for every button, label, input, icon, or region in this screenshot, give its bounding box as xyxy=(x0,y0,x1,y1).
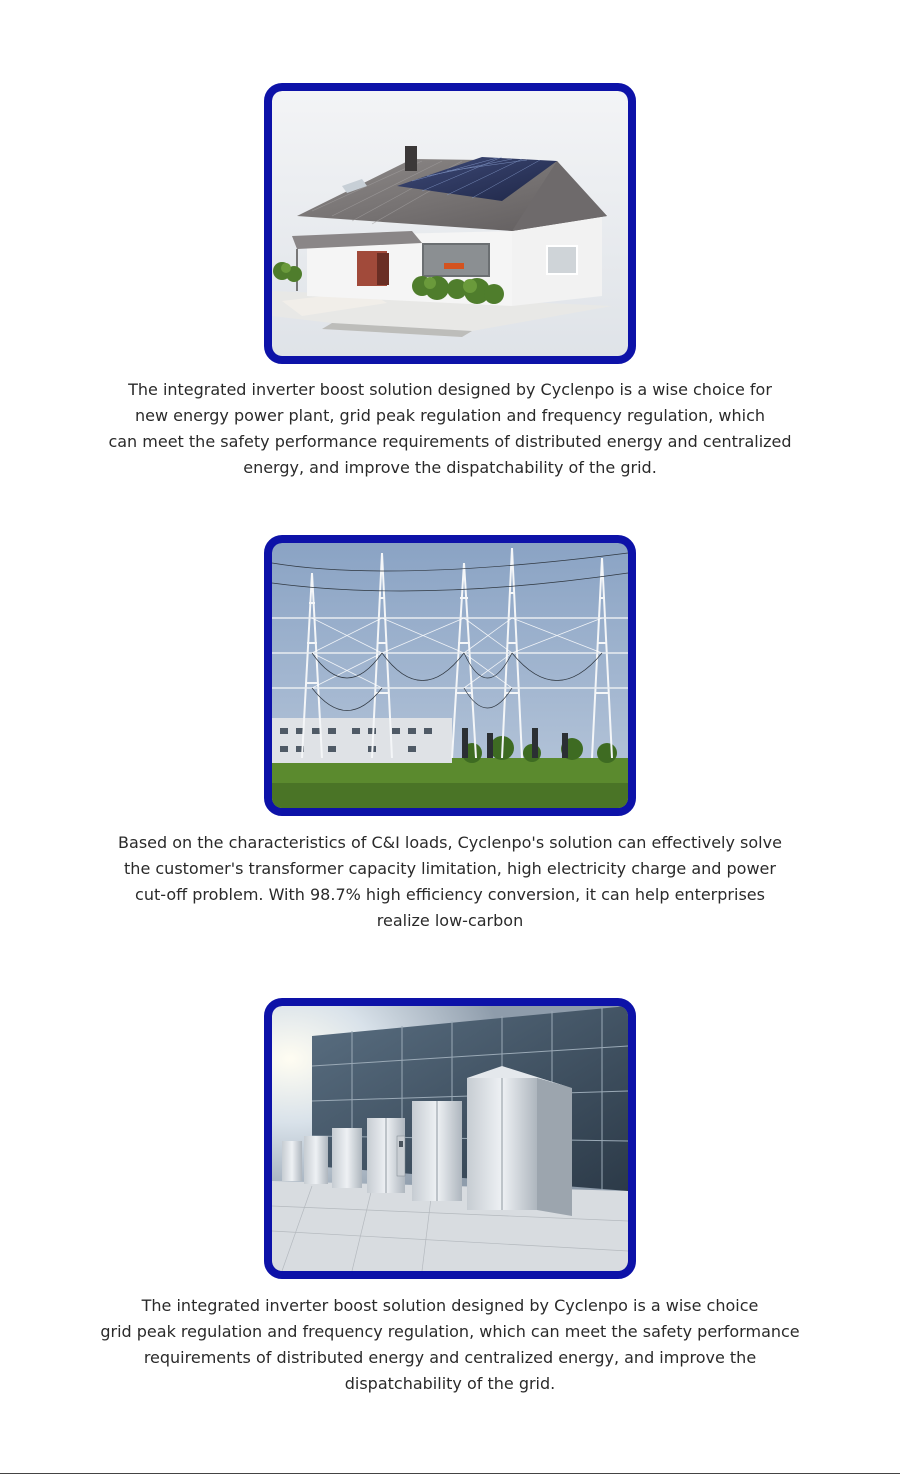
storage-cabinets-image-card xyxy=(264,998,636,1279)
battery-storage-cabinets-photo xyxy=(272,1006,628,1271)
section-3-caption xyxy=(40,1293,860,1397)
section-1-caption xyxy=(40,377,860,481)
caption-line: cut-off problem. With 98.7% high efficiency conversion, it can help enterprises xyxy=(135,885,765,904)
bottom-divider xyxy=(0,1473,900,1474)
caption-line: the customer's transformer capacity limitation, high electricity charge and power xyxy=(124,859,776,878)
caption-line: dispatchability of the grid. xyxy=(344,1374,556,1393)
caption-line: The integrated inverter boost solution designed by Cyclenpo is a wise choice for xyxy=(128,380,772,399)
caption-line: energy, and improve the dispatchability of the grid. xyxy=(243,458,657,477)
caption-line: realize low-carbon xyxy=(376,911,524,930)
caption-line: The integrated inverter boost solution designed by Cyclenpo is a wise choice xyxy=(141,1296,759,1315)
caption-line: can meet the safety performance requirements of distributed energy and centralized xyxy=(108,432,792,451)
caption-line: grid peak regulation and frequency regulation, which can meet the safety performance xyxy=(100,1322,800,1341)
substation-image-card xyxy=(264,535,636,816)
section-2-caption xyxy=(40,830,860,934)
caption-line: Based on the characteristics of C&I loads, Cyclenpo's solution can effectively solve xyxy=(118,833,782,852)
caption-line: new energy power plant, grid peak regulation and frequency regulation, which xyxy=(134,406,766,425)
solar-house-image-card xyxy=(264,83,636,364)
caption-line: requirements of distributed energy and centralized energy, and improve the xyxy=(143,1348,757,1367)
house-with-solar-panels-photo xyxy=(272,91,628,356)
electrical-substation-photo xyxy=(272,543,628,808)
